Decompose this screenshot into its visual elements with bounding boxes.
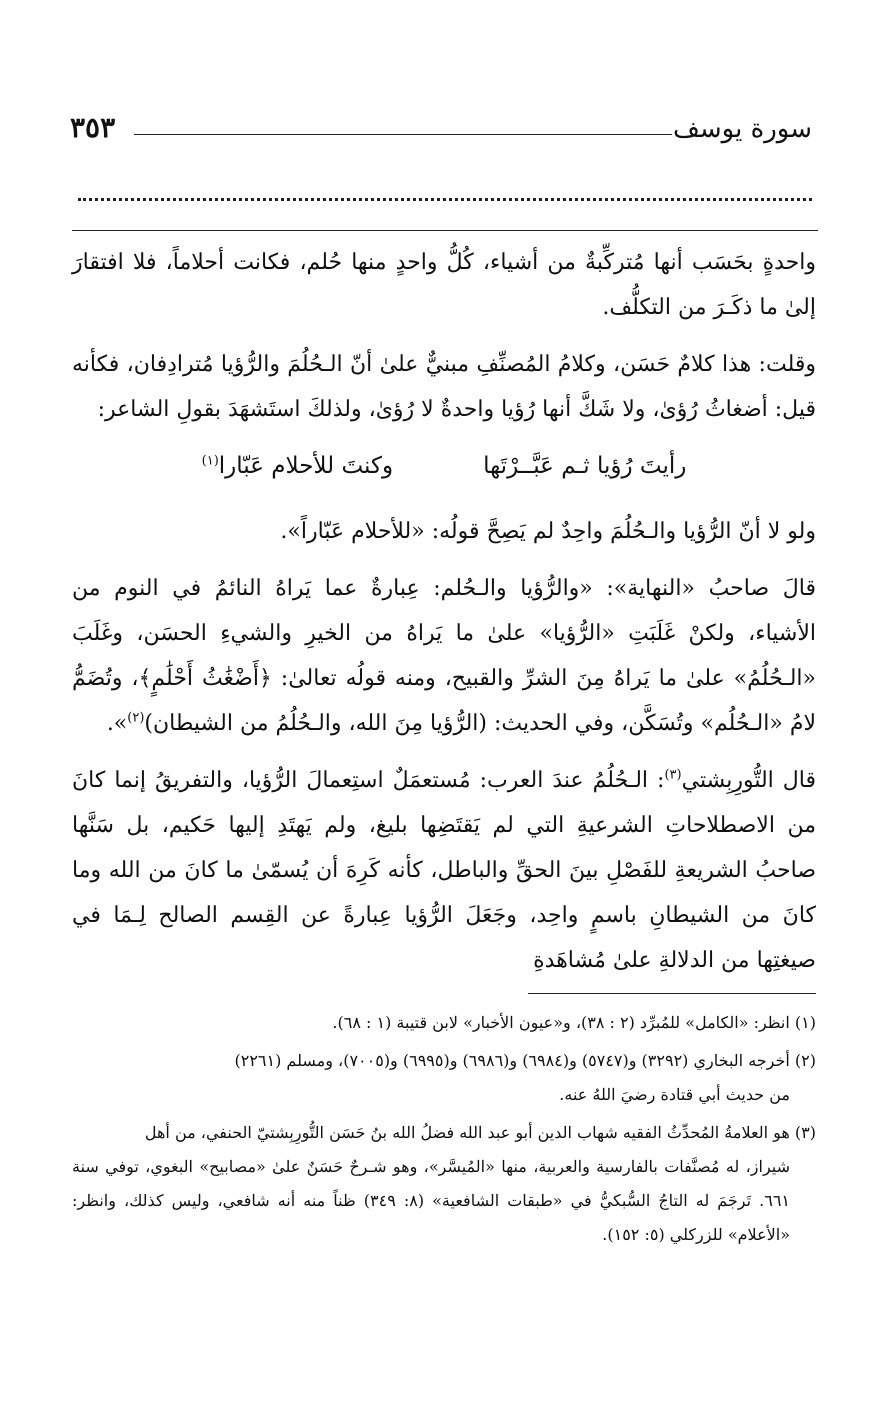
paragraph-text: : الـحُلُمُ عندَ العرب: مُستعمَلٌ استِعمالَ الرُّؤيا، والتفريقُ إنما كانَ من الاصطلاحاتِ الشرعيةِ التي لم يَقتَضِها بليغ، ولم يَهتَدِ إليها حَكيم، بل سَنَّها صاحبُ الشريعةِ للفَصْلِ بينَ الحقِّ والباطل، كأنه كَرِهَ أن يُسمّىٰ ما كانَ من الله وما كانَ من الشيطانِ باسمٍ واحِد، وجَعَلَ الرُّؤيا عِبارةً عن القِسم الصالح لِـمَا في صيغتِها من الدلالةِ علىٰ مُشاهَدةِ: [72, 768, 816, 973]
verse-second-hemistich: [202, 444, 393, 489]
main-text: [72, 240, 816, 995]
footnote-ref: (١): [201, 453, 219, 469]
header-rule: [134, 134, 672, 135]
page-header: [70, 112, 812, 156]
verse-second-text: وكنتَ للأحلام عَبّارا: [218, 453, 394, 479]
footnote-ref: (٢): [127, 710, 145, 726]
poetry-verse: [72, 444, 816, 489]
footnote-3-continuation: شيراز، له مُصنَّفات بالفارسية والعربية، منها «المُيسَّر»، وهو شـرحٌ حَسَنٌ علىٰ «مصابيح» البغوي، توفي سنة ٦٦١. تَرجَمَ له التاجُ السُّبكيُّ في «طبقات الشافعية» (٨: ٣٤٩) ظناً منه أنه شافعي، وليس كذلك، وانظر: «الأعلام» للزركلي (٥: ١٥٢).: [72, 1157, 790, 1244]
paragraph: [72, 566, 816, 746]
footnotes: [72, 1006, 816, 1256]
footnote-3: (٣) هو العلامةُ المُحدِّثُ الفقيه شهاب الدين أبو عبد الله فضلُ الله بنُ حَسَن التُّورِبِشتيّ الحنفي، من أهل: [144, 1123, 816, 1142]
verse-first-hemistich: رأيتَ رُؤيا ثـم عَبَّــرْتَها: [483, 453, 687, 479]
page-number: ٣٥٣: [70, 111, 116, 144]
surah-title: سورة يوسف: [672, 114, 812, 144]
dotted-separator: [78, 198, 812, 201]
footnote-1: (١) انظر: «الكامل» للمُبرِّد (٢ : ٣٨)، و«عيون الأخبار» لابن قتيبة (١ : ٦٨).: [332, 1013, 816, 1032]
footnote-2: (٢) أخرجه البخاري (٣٢٩٢) و(٥٧٤٧) و(٦٩٨٤) و(٦٩٨٦) و(٦٩٩٥) و(٧٠٠٥)، ومسلم (٢٢٦١): [234, 1051, 816, 1070]
paragraph: واحدةٍ بحَسَب أنها مُتركِّبةٌ من أشياء، كُلُّ واحدٍ منها حُلم، فكانت أحلاماً، فلا افتقارَ إلىٰ ما ذكَـرَ من التكلُّف.: [72, 250, 816, 320]
paragraph-end: ».: [106, 711, 128, 736]
footnote-ref: (٣): [664, 767, 682, 783]
paragraph: [72, 758, 816, 983]
paragraph-text: قالَ صاحبُ «النهاية»: «والرُّؤيا والـحُلم: عِبارةٌ عما يَراهُ النائمُ في النوم من الأشياء، ولكنْ غَلَبَتِ «الرُّؤيا» علىٰ ما يَراهُ من الخيرِ والشيءِ الحسَن، وغَلَبَ «الـحُلُمُ» علىٰ ما يَراهُ مِنَ الشرِّ والقبيح، ومنه قولُه تعالىٰ: ﴿أَضْغَٰثُ أَحْلَٰمٍ﴾، وتُضَمُّ لامُ «الـحُلُم» وتُسَكَّن، وفي الحديث: (الرُّؤيا مِنَ الله، والـحُلُمُ من الشيطان): [72, 576, 816, 736]
paragraph-start: قال التُّورِبِشتي: [681, 768, 816, 793]
footnote-2-continuation: من حديث أبي قتادة رضيَ اللهُ عنه.: [559, 1085, 790, 1104]
top-rule: [72, 230, 818, 231]
footnote-separator: [528, 993, 816, 994]
paragraph: وقلت: هذا كلامٌ حَسَن، وكلامُ المُصنِّفِ مبنيٌّ علىٰ أنّ الـحُلُمَ والرُّؤيا مُترادِفان، فكأنه قيل: أضغاثُ رُؤىٰ، ولا شَكَّ أنها رُؤيا واحدةٌ لا رُؤىٰ، ولذلكَ استَشهَدَ بقولِ الشاعر:: [72, 352, 816, 422]
paragraph: ولو لا أنّ الرُّؤيا والـحُلُمَ واحِدٌ لم يَصِحَّ قولُه: «للأحلام عَبّاراً».: [280, 519, 816, 544]
